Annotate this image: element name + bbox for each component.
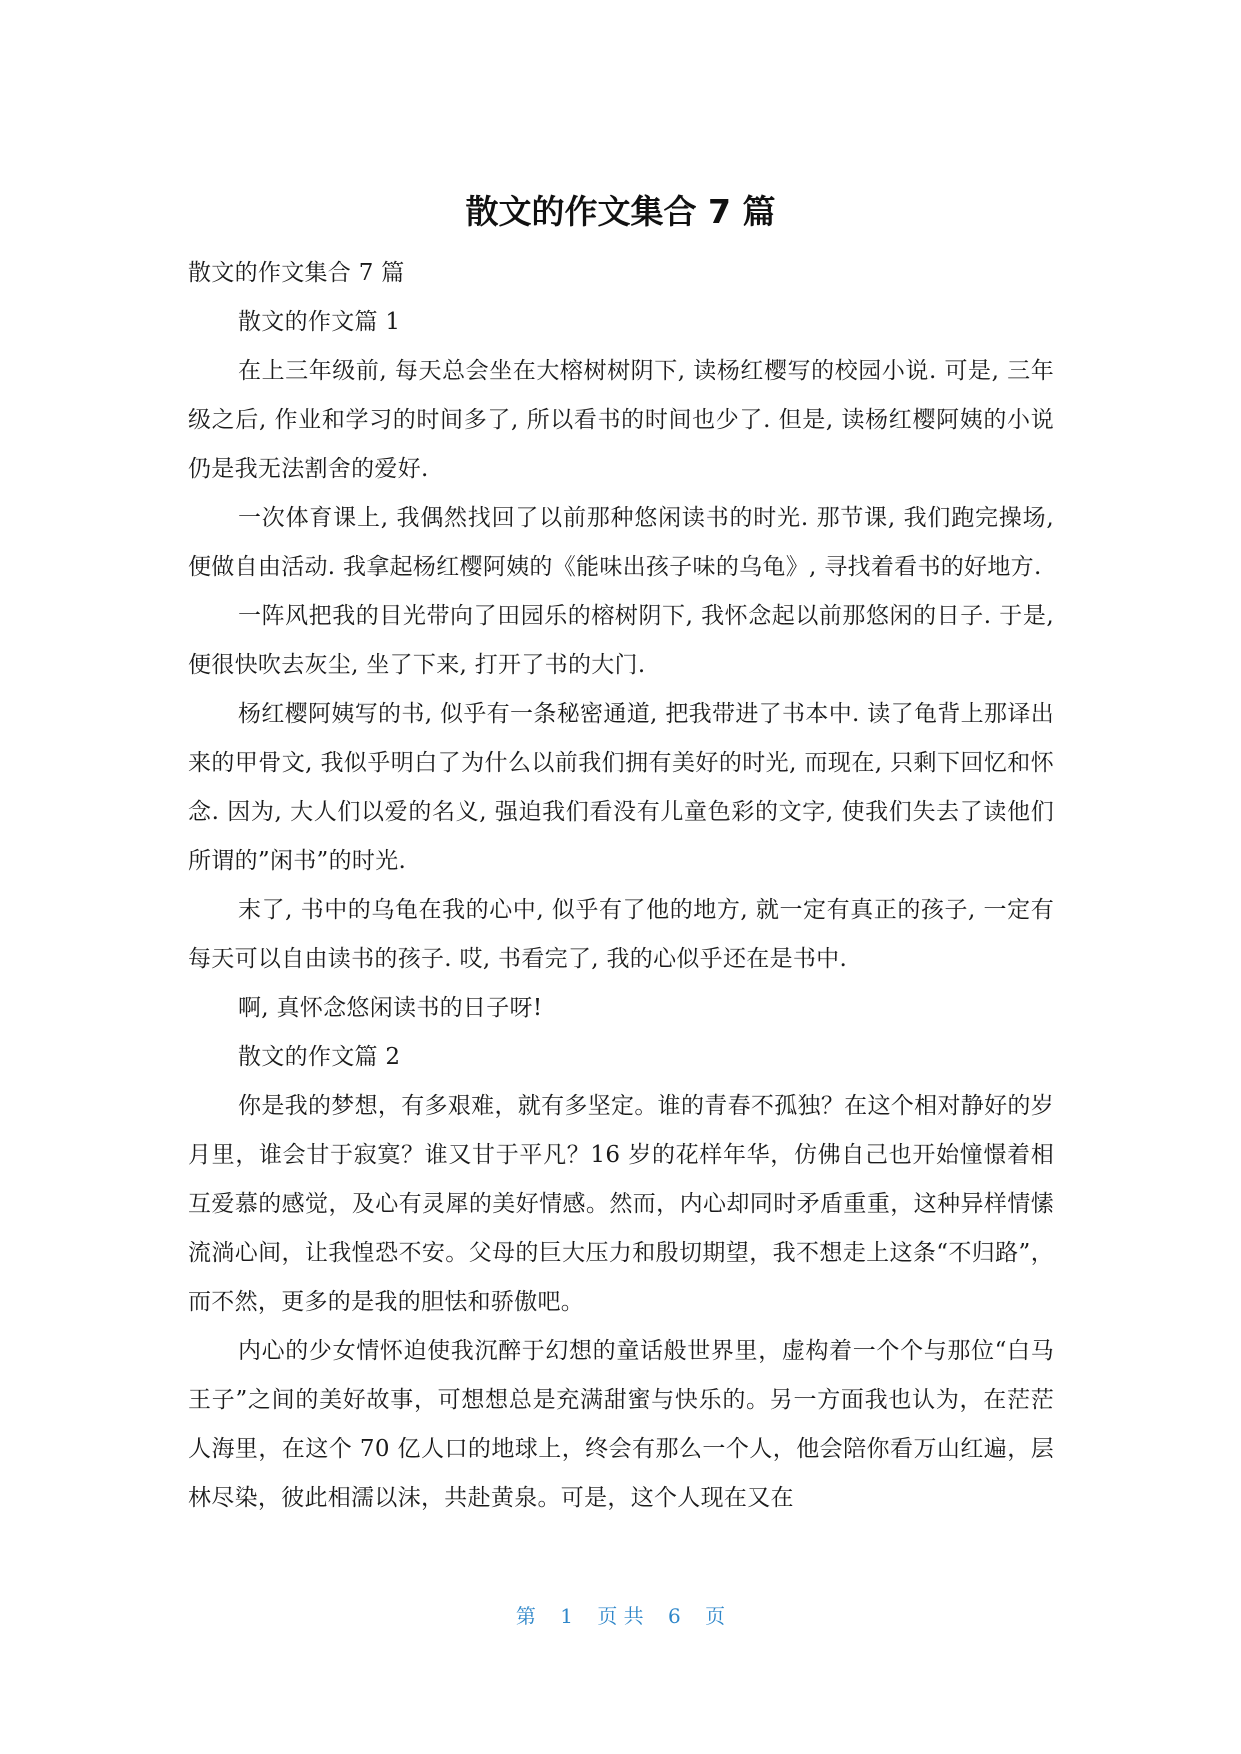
section-heading-2: 散文的作文篇 2: [238, 1044, 401, 1070]
footer-prefix: 第: [515, 1604, 536, 1628]
paragraph: 一次体育课上, 我偶然找回了以前那种悠闲读书的时光. 那节课, 我们跑完操场, 便做自由活动. 我拿起杨红樱阿姨的《能味出孩子味的乌龟》, 寻找着看书的好地方.: [188, 505, 1054, 580]
paragraph: 你是我的梦想，有多艰难，就有多坚定。谁的青春不孤独？在这个相对静好的岁月里，谁会甘于寂寞？谁又甘于平凡？16 岁的花样年华，仿佛自己也开始憧憬着相互爱慕的感觉，及心有灵犀的美好情感。然而，内心却同时矛盾重重，这种异样情愫流淌心间，让我惶恐不安。父母的巨大压力和殷切期望，我不想走上这条“不归路”，而不然，更多的是我的胆怯和骄傲吧。: [188, 1093, 1054, 1315]
paragraph: 末了, 书中的乌龟在我的心中, 似乎有了他的地方, 就一定有真正的孩子, 一定有每天可以自由读书的孩子. 哎, 书看完了, 我的心似乎还在是书中.: [188, 897, 1054, 972]
paragraph: 在上三年级前, 每天总会坐在大榕树树阴下, 读杨红樱写的校园小说. 可是, 三年级之后, 作业和学习的时间多了, 所以看书的时间也少了. 但是, 读杨红樱阿姨的小说仍是我无法割舍的爱好.: [188, 358, 1054, 482]
paragraph: 内心的少女情怀迫使我沉醉于幻想的童话般世界里，虚构着一个个与那位“白马王子”之间的美好故事，可想想总是充满甜蜜与快乐的。另一方面我也认为，在茫茫人海里，在这个 70 亿人口的地球上，终会有那么一个人，他会陪你看万山红遍，层林尽染，彼此相濡以沫，共赴黄泉。可是，这个人现在又在: [188, 1338, 1054, 1511]
paragraph: 杨红樱阿姨写的书, 似乎有一条秘密通道, 把我带进了书本中. 读了龟背上那译出来的甲骨文, 我似乎明白了为什么以前我们拥有美好的时光, 而现在, 只剩下回忆和怀念. 因为, 大人们以爱的名义, 强迫我们看没有儿童色彩的文字, 使我们失去了读他们所谓的”闲书”的时光.: [188, 701, 1054, 874]
section-heading-1: 散文的作文篇 1: [238, 309, 401, 335]
page-footer: [0, 1602, 1241, 1630]
footer-middle: 页 共: [597, 1604, 644, 1628]
paragraph: 一阵风把我的目光带向了田园乐的榕树阴下, 我怀念起以前那悠闲的日子. 于是, 便很快吹去灰尘, 坐了下来, 打开了书的大门.: [188, 603, 1054, 678]
document-title: 散文的作文集合 7 篇: [465, 192, 776, 231]
footer-total-pages: 6: [668, 1604, 681, 1628]
paragraph: 啊, 真怀念悠闲读书的日子呀!: [238, 995, 543, 1021]
document-body: [188, 249, 1054, 1523]
footer-page-number: 1: [560, 1604, 573, 1628]
footer-suffix: 页: [705, 1604, 726, 1628]
document-subtitle: 散文的作文集合 7 篇: [188, 260, 405, 286]
